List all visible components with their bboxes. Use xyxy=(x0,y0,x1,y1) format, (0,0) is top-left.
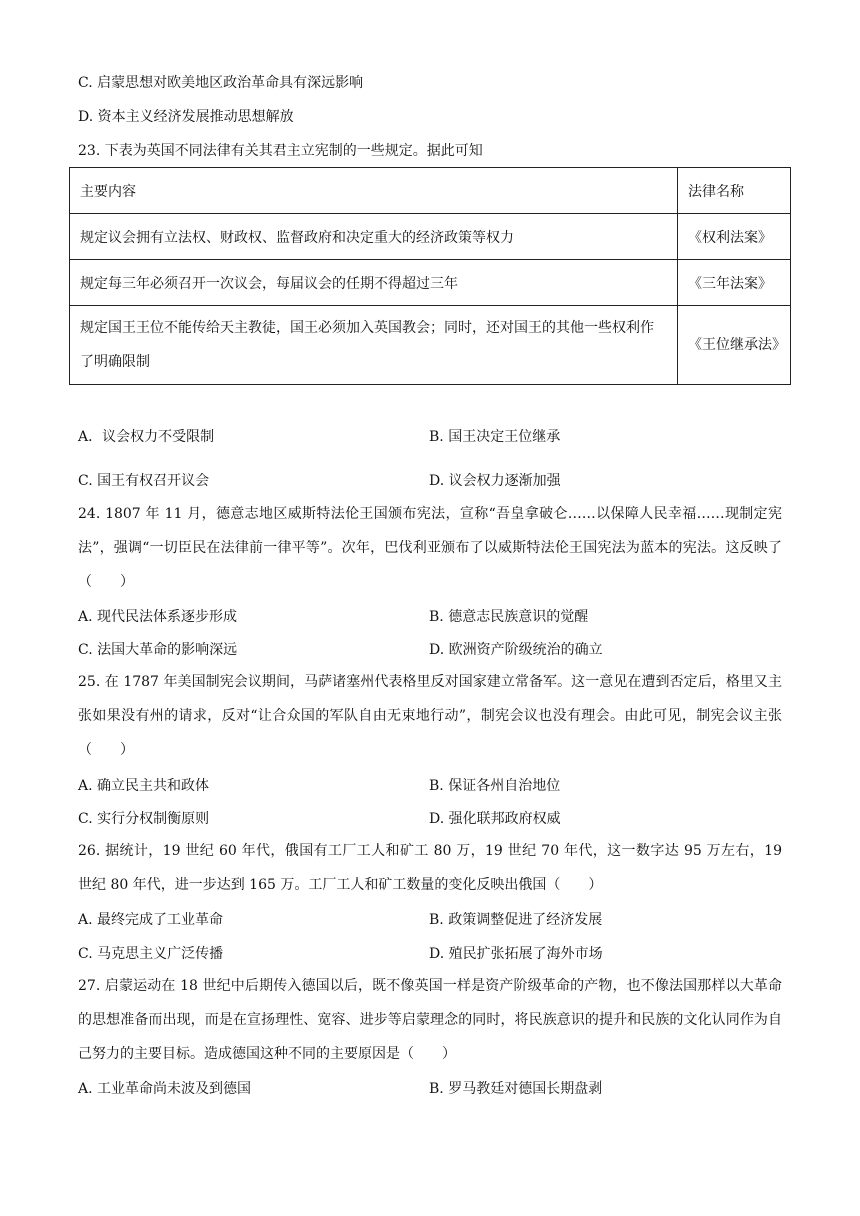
q23-option-b: B. 国王决定王位继承 xyxy=(429,429,561,445)
table-row xyxy=(70,306,791,385)
q24-option-a: A. 现代民法体系逐步形成 xyxy=(78,609,238,625)
table-cell-content: 规定国王王位不能传给天主教徒，国王必须加入英国教会；同时，还对国王的其他一些权利作了明确限制 xyxy=(70,306,678,385)
q26-option-a: A. 最终完成了工业革命 xyxy=(78,912,224,928)
table-cell-content: 规定议会拥有立法权、财政权、监督政府和决定重大的经济政策等权力 xyxy=(70,214,678,260)
q25-option-c: C. 实行分权制衡原则 xyxy=(78,811,210,827)
question-23-stem: 23. 下表为英国不同法律有关其君主立宪制的一些规定。据此可知 xyxy=(78,143,483,159)
question-25-stem: 25. 在 1787 年美国制宪会议期间，马萨诸塞州代表格里反对国家建立常备军。这一意见在遭到否定后，格里又主张如果没有州的请求，反对“让合众国的军队自由无束地行动”，制宪会议也没有理会。由此可见，制宪会议主张（ ） xyxy=(78,674,782,758)
option-c-prev: C. 启蒙思想对欧美地区政治革命具有深远影响 xyxy=(78,75,364,91)
question-27-stem: 27. 启蒙运动在 18 世纪中后期传入德国以后，既不像英国一样是资产阶级革命的产物，也不像法国那样以大革命的思想准备而出现，而是在宣扬理性、宽容、进步等启蒙理念的同时，将民族意识的提升和民族的文化认同作为自己努力的主要目标。造成德国这种不同的主要原因是（ ） xyxy=(78,978,782,1062)
q24-option-b: B. 德意志民族意识的觉醒 xyxy=(429,609,589,625)
table-row xyxy=(70,214,791,260)
q24-option-c: C. 法国大革命的影响深远 xyxy=(78,642,238,658)
table-row xyxy=(70,260,791,306)
table-cell-content: 规定每三年必须召开一次议会，每届议会的任期不得超过三年 xyxy=(70,260,678,306)
question-26-stem: 26. 据统计，19 世纪 60 年代，俄国有工厂工人和矿工 80 万，19 世纪 70 年代，这一数字达 95 万左右，19 世纪 80 年代，进一步达到 165 万。工厂工人和矿工数量的变化反映出俄国（ ） xyxy=(78,843,782,893)
q26-option-c: C. 马克思主义广泛传播 xyxy=(78,946,224,962)
q23-option-d: D. 议会权力逐渐加强 xyxy=(429,473,561,489)
option-d-prev: D. 资本主义经济发展推动思想解放 xyxy=(78,109,294,125)
q27-option-a: A. 工业革命尚未波及到德国 xyxy=(78,1081,252,1097)
q24-option-d: D. 欧洲资产阶级统治的确立 xyxy=(429,642,603,658)
q26-option-b: B. 政策调整促进了经济发展 xyxy=(429,912,603,928)
q26-option-d: D. 殖民扩张拓展了海外市场 xyxy=(429,946,603,962)
q27-option-b: B. 罗马教廷对德国长期盘剥 xyxy=(429,1081,603,1097)
law-table xyxy=(69,167,791,385)
q25-option-d: D. 强化联邦政府权威 xyxy=(429,811,561,827)
table-header-name: 法律名称 xyxy=(678,168,791,214)
q25-option-b: B. 保证各州自治地位 xyxy=(429,778,561,794)
q25-option-a: A. 确立民主共和政体 xyxy=(78,778,210,794)
q23-option-a: A．议会权力不受限制 xyxy=(78,429,215,445)
q23-option-c: C. 国王有权召开议会 xyxy=(78,473,210,489)
question-24-stem: 24. 1807 年 11 月，德意志地区威斯特法伦王国颁布宪法，宣称“吾皇拿破仑……以保障人民幸福……现制定宪法”，强调“一切臣民在法律前一律平等”。次年，巴伐利亚颁布了以威斯特法伦王国宪法为蓝本的宪法。这反映了（ ） xyxy=(78,506,782,590)
table-cell-name: 《王位继承法》 xyxy=(678,306,791,385)
table-header-row xyxy=(70,168,791,214)
table-header-content: 主要内容 xyxy=(70,168,678,214)
table-cell-name: 《三年法案》 xyxy=(678,260,791,306)
table-cell-name: 《权利法案》 xyxy=(678,214,791,260)
